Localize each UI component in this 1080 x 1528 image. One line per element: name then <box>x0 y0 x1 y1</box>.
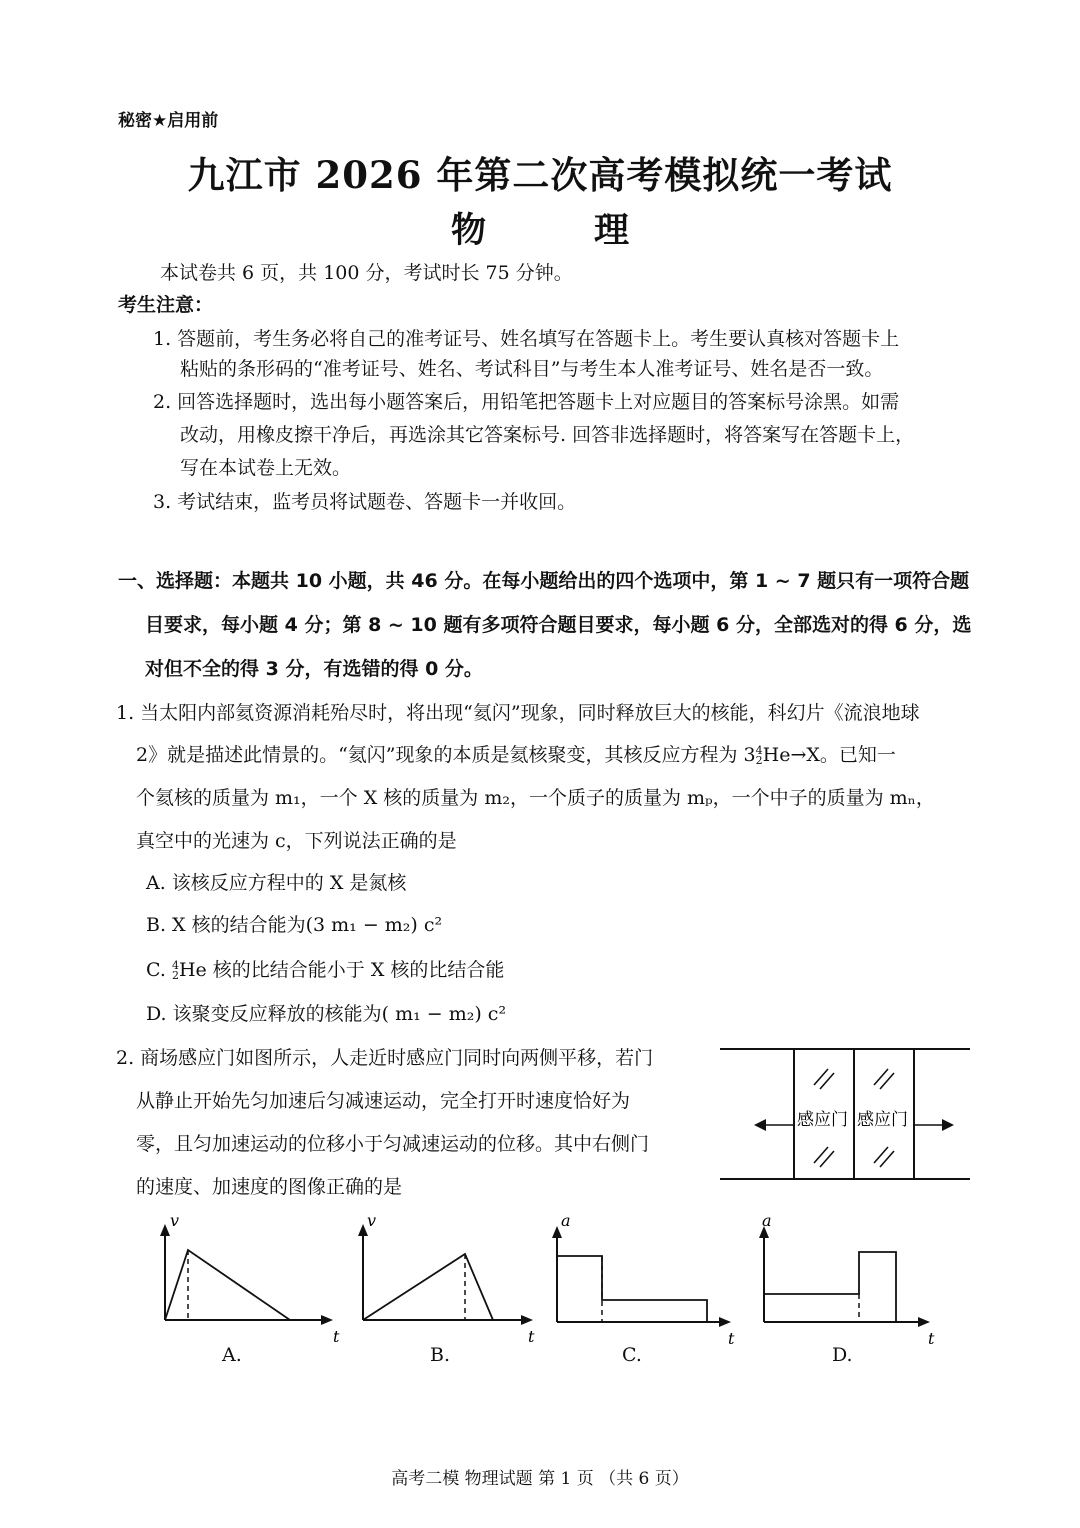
graph-c-yaxis: a <box>561 1211 571 1230</box>
graph-c-label: C. <box>622 1344 642 1366</box>
graph-b-yaxis: v <box>367 1211 377 1230</box>
notice-title: 考生注意： <box>118 294 214 316</box>
graph-b-label: B. <box>430 1344 451 1366</box>
graph-b-xaxis: t <box>528 1327 535 1346</box>
q1-option-d: D. 该聚变反应释放的核能为( m₁ − m₂) c² <box>146 1003 507 1025</box>
exam-title: 九江市 2026 年第二次高考模拟统一考试 <box>187 153 893 197</box>
q1-stem: 真空中的光速为 c，下列说法正确的是 <box>136 830 457 852</box>
section-heading: 目要求，每小题 4 分；第 8 ~ 10 题有多项符合题目要求，每小题 6 分，全部选对的得 6 分，选 <box>145 614 972 636</box>
notice-line: 写在本试卷上无效。 <box>180 457 352 479</box>
secret-label: 秘密★启用前 <box>118 111 219 131</box>
q2-stem: 的速度、加速度的图像正确的是 <box>136 1176 403 1198</box>
graph-d-xaxis: t <box>928 1329 935 1348</box>
graph-b <box>345 1210 545 1350</box>
subject-title: 物理 <box>450 210 737 251</box>
exam-intro: 本试卷共 6 页，共 100 分，考试时长 75 分钟。 <box>160 262 573 284</box>
q1-stem: 1. 当太阳内部氦资源消耗殆尽时，将出现“氦闪”现象，同时释放巨大的核能，科幻片《流浪地球 <box>116 702 920 724</box>
notice-line: 粘贴的条形码的“准考证号、姓名、考试科目”与考生本人准考证号、姓名是否一致。 <box>180 358 884 380</box>
graph-c <box>545 1210 745 1350</box>
graph-d-yaxis: a <box>762 1211 772 1230</box>
q2-stem: 从静止开始先匀加速后匀减速运动，完全打开时速度恰好为 <box>136 1090 631 1112</box>
door-label-right: 感应门 <box>857 1110 908 1130</box>
page-footer: 高考二模 物理试题 第 1 页 （共 6 页） <box>391 1469 689 1489</box>
graph-a-yaxis: v <box>170 1211 180 1230</box>
section-heading: 一、选择题：本题共 10 小题，共 46 分。在每小题给出的四个选项中，第 1 ~ 7 题只有一项符合题 <box>118 570 970 592</box>
q1-stem: 2》就是描述此情景的。“氦闪”现象的本质是氦核聚变，其核反应方程为 3 4 2 He→X。已知一 <box>136 744 896 767</box>
notice-line: 改动，用橡皮擦干净后，再选涂其它答案标号. 回答非选择题时，将答案写在答题卡上， <box>180 424 915 446</box>
q1-stem: 个氦核的质量为 m₁，一个 X 核的质量为 m₂，一个质子的质量为 mₚ，一个中子的质量为 mₙ， <box>136 787 935 809</box>
door-diagram <box>718 1045 972 1185</box>
q1-option-b: B. X 核的结合能为(3 m₁ − m₂) c² <box>146 914 443 936</box>
q1-option-c: C. 4 2 He 核的比结合能小于 X 核的比结合能 <box>146 959 505 982</box>
graph-a <box>150 1210 340 1350</box>
graph-a-xaxis: t <box>333 1327 340 1346</box>
q1-option-a: A. 该核反应方程中的 X 是氮核 <box>146 872 407 894</box>
door-label-left: 感应门 <box>797 1110 848 1130</box>
graph-c-xaxis: t <box>728 1329 735 1348</box>
graph-d-label: D. <box>832 1344 853 1366</box>
graph-d <box>752 1210 952 1350</box>
q2-stem: 零，且匀加速运动的位移小于匀减速运动的位移。其中右侧门 <box>136 1133 650 1155</box>
graph-a-label: A. <box>222 1344 242 1366</box>
notice-line: 2. 回答选择题时，选出每小题答案后，用铅笔把答题卡上对应题目的答案标号涂黑。如需 <box>153 391 900 413</box>
section-heading: 对但不全的得 3 分，有选错的得 0 分。 <box>145 658 483 680</box>
notice-line: 3. 考试结束，监考员将试题卷、答题卡一并收回。 <box>153 491 577 513</box>
notice-line: 1. 答题前，考生务必将自己的准考证号、姓名填写在答题卡上。考生要认真核对答题卡上 <box>153 328 900 350</box>
q2-stem: 2. 商场感应门如图所示，人走近时感应门同时向两侧平移，若门 <box>116 1047 654 1069</box>
